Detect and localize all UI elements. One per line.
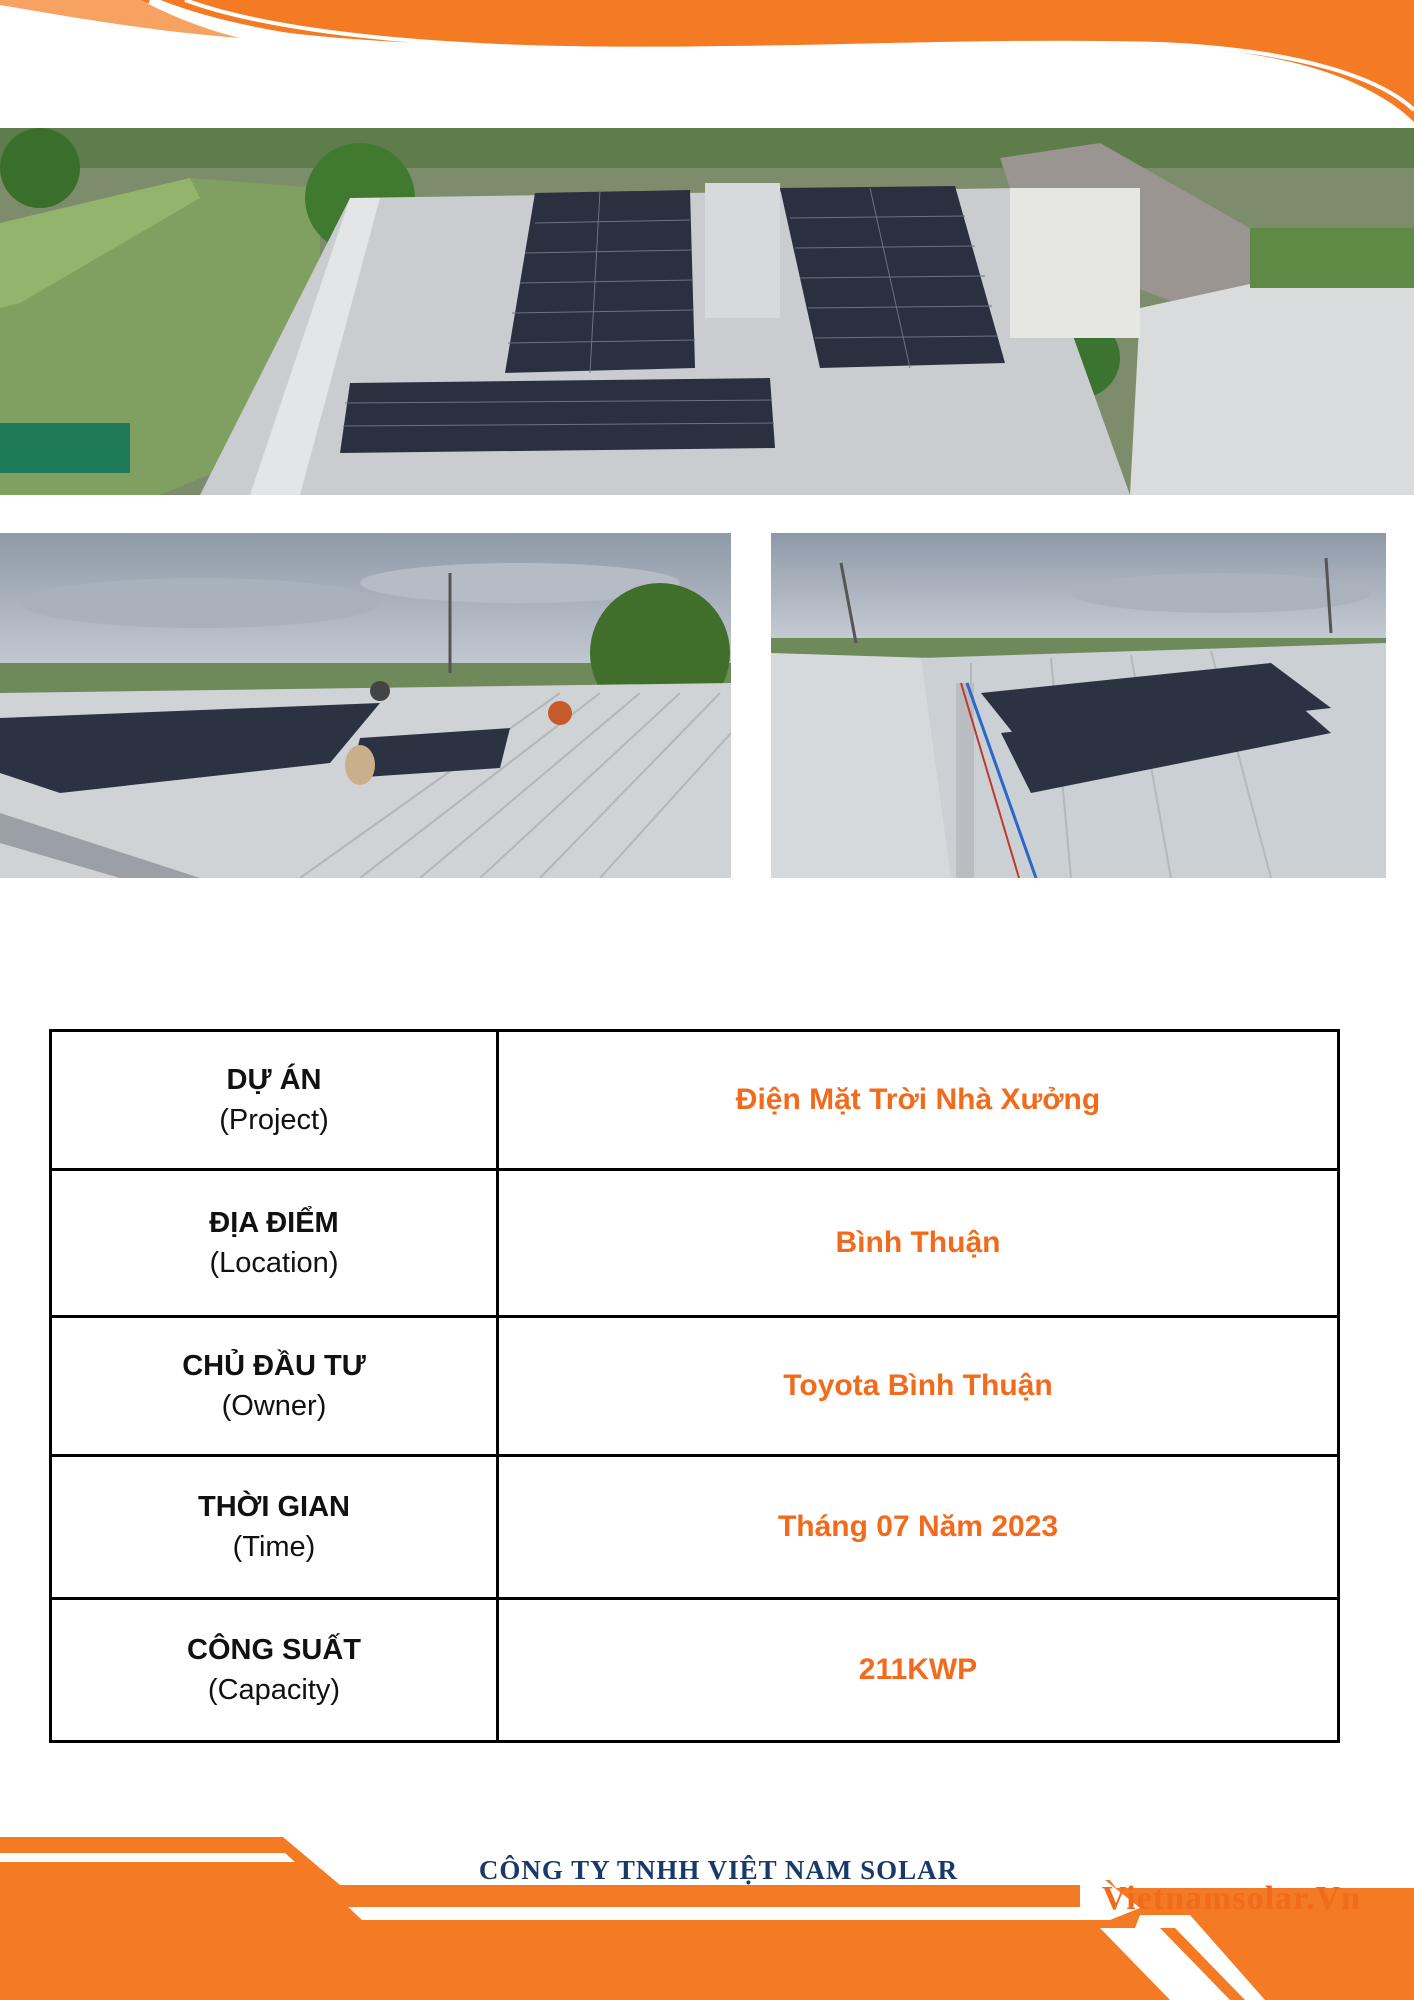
location-value-cell <box>498 1170 1339 1317</box>
time-label-vi: THỜI GIAN <box>197 1491 350 1523</box>
owner-value: Toyota Bình Thuận <box>783 1369 1053 1402</box>
top-wave-decoration <box>0 0 1414 130</box>
time-label-en: (Time) <box>232 1531 316 1563</box>
website-link[interactable]: Vietnamsolar.Vn <box>1102 1880 1361 1917</box>
project-label-cell <box>51 1031 498 1170</box>
time-value: Tháng 07 Năm 2023 <box>777 1510 1059 1543</box>
capacity-label-en: (Capacity) <box>207 1674 341 1706</box>
company-name: CÔNG TY TNHH VIỆT NAM SOLAR <box>478 1855 959 1885</box>
capacity-label-cell <box>51 1599 498 1742</box>
project-value-cell <box>498 1031 1339 1170</box>
project-value: Điện Mặt Trời Nhà Xưởng <box>735 1083 1101 1116</box>
location-label-cell <box>51 1170 498 1317</box>
capacity-value: 211KWP <box>858 1653 978 1686</box>
aerial-rooftop-solar-photo <box>0 128 1414 495</box>
location-label-vi: ĐỊA ĐIỂM <box>209 1207 339 1239</box>
table-row-capacity <box>51 1599 1339 1742</box>
location-value: Bình Thuận <box>835 1226 1001 1259</box>
capacity-label-vi: CÔNG SUẤT <box>187 1634 361 1666</box>
project-label-vi: DỰ ÁN <box>226 1064 322 1096</box>
owner-label-vi: CHỦ ĐẦU TƯ <box>182 1350 366 1382</box>
table-row-owner <box>51 1317 1339 1456</box>
table-row-time <box>51 1456 1339 1599</box>
project-label-en: (Project) <box>219 1104 329 1136</box>
location-label-en: (Location) <box>209 1247 339 1279</box>
table-row-location <box>51 1170 1339 1317</box>
time-label-cell <box>51 1456 498 1599</box>
rooftop-installation-workers-photo <box>0 533 731 878</box>
time-value-cell <box>498 1456 1339 1599</box>
owner-label-cell <box>51 1317 498 1456</box>
capacity-value-cell <box>498 1599 1339 1742</box>
project-info-table <box>49 1029 1340 1743</box>
table-row-project <box>51 1031 1339 1170</box>
owner-value-cell <box>498 1317 1339 1456</box>
owner-label-en: (Owner) <box>221 1390 327 1422</box>
rooftop-panel-rows-photo <box>771 533 1386 878</box>
